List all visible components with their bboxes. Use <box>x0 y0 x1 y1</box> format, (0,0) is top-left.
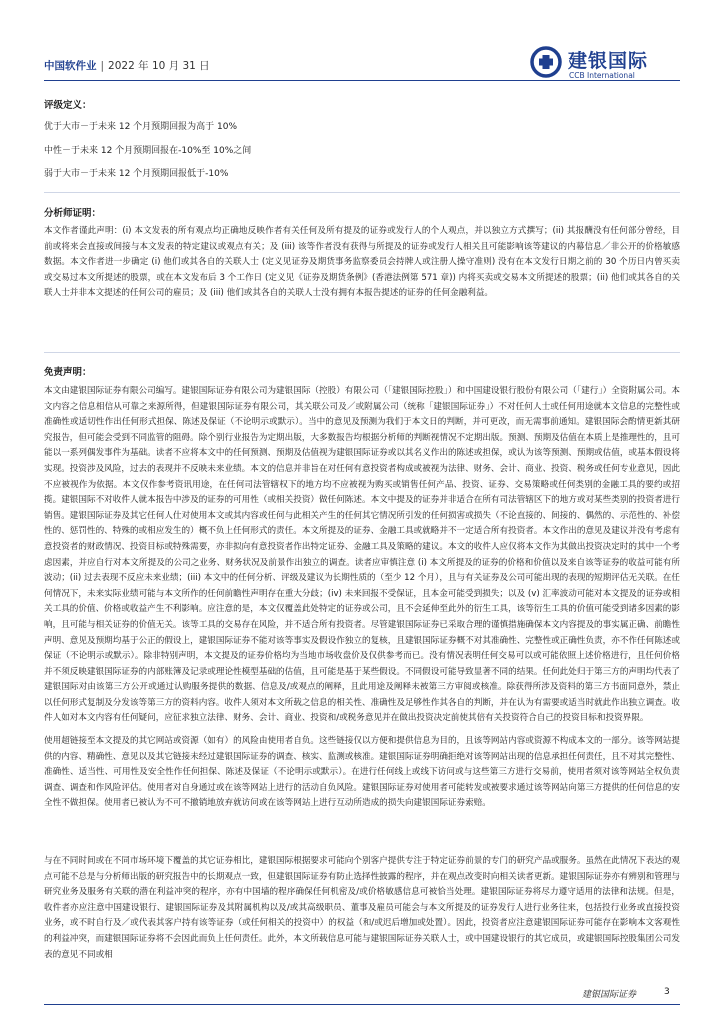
disclaimer-title: 免责声明： <box>44 367 92 378</box>
analyst-title: 分析师证明： <box>44 208 102 219</box>
logo-english-name: CCB International <box>569 71 635 80</box>
rating-outperform: 优于大市－于未来 12 个月预期回报为高于 10% <box>44 122 238 132</box>
rating-neutral: 中性－于未来 12 个月预期回报在-10%至 10%之间 <box>44 146 252 156</box>
analyst-certification-text: 本文作者谨此声明：(i) 本文发表的所有观点均正确地反映作者有关任何及所有提及的证券或发行人的个人观点，并以独立方式撰写；(ii) 其报酬没有任何部分曾经，目前或将来会直接或间接与本文发表的特定建议或观点有关；及 (iii) 该等作者没有获得与所提及的证券或发行人相关且可能影响该等建议的内幕信息／非公开的价格敏感数据。本文作者进一步确定 (i) 他们或其各自的关联人士 (定义见证券及期货事务监察委员会持牌人或注册人操守准则) 没有在本文发行日期之前的 30 个历日内曾买卖或交易过本文所提述的股票，或在本文发布后 3 个工作日 (定义见《证券及期货条例》(香港法例第 571 章)) 内将买卖或交易本文所提述的股票；(ii) 他们或其各自的关联人士并非本文提述的任何公司的雇员；及 (iii) 他们或其各自的关联人士没有拥有本报告提述的证券的任何金融利益。 <box>44 226 680 299</box>
company-logo <box>530 44 680 84</box>
header-sector: 中国软件业 <box>44 60 97 72</box>
header-separator: | <box>100 60 105 72</box>
header-date: 2022 年 10 月 31 日 <box>108 60 210 72</box>
logo-emblem-icon <box>530 46 562 78</box>
rating-underperform: 弱于大市－于未来 12 个月预期回报低于-10% <box>44 169 229 179</box>
section-divider <box>44 352 680 353</box>
page-number: 3 <box>664 987 670 997</box>
footer-divider <box>44 1004 680 1005</box>
disclaimer-paragraph: 使用超链接至本文提及的其它网站或资源（如有）的风险由使用者自负。这些链接仅以方便和提供信息为目的，且该等网站内容或资源不构成本文的一部分。该等网站提供的内容、精确性、意见以及其它链接未经过建银国际证券的调查、核实、监测或核准。建银国际证券明确拒绝对该等网站出现的信息承担任何责任，且不对其完整性、准确性、适当性、可用性及安全性作任何担保、陈述及保证（不论明示或默示）。在进行任何线上或线下访问或与这些第三方进行交易前，使用者须对该等网站全权负责调查、调查和作风险评估。使用者对自身通过或在该等网站上进行的活动自负风险。建银国际证券对使用者可能转发或被要求通过该等网站向第三方提供的任何信息的安全性不做担保。使用者已被认为不可不撤销地放弃就访问或在该等网站上进行互动所造成的损失向建银国际证券索赔。 <box>44 736 680 809</box>
logo-chinese-name: 建银国际 <box>568 50 649 72</box>
section-divider <box>44 192 680 193</box>
page-header <box>44 52 680 80</box>
header-info <box>44 58 210 73</box>
disclaimer-paragraph: 本文由建银国际证券有限公司编写。建银国际证券有限公司为建银国际（控股）有限公司（「建银国际控股」）和中国建设银行股份有限公司（「建行」）全资附属公司。本文内容之信息相信从可靠之来源所得，但建银国际证券有限公司，其关联公司及／或附属公司（统称「建银国际证券」）不对任何人士或任何用途就本文信息的完整性或准确性或适切性作出任何形式担保、陈述及保证（不论明示或默示）。当中的意见及预测为我们于本文日的判断，并可更改，而无需事前通知。建银国际会酌情更新其研究报告，但可能会受到不同监管的阻碍。除个别行业报告为定期出版，大多数报告均根据分析师的判断视情况不定期出版。预测、预期及估值在本质上是推理性的，且可能以一系列偶发事件为基础。读者不应将本文中的任何预测、预期及估值视为建银国际证券或以其名义作出的陈述或担保，或认为该等预测、预期或估值，或基本假设将实现。投资涉及风险，过去的表现并不反映未来业绩。本文的信息并非旨在对任何有意投资者构成或被视为法律、财务、会计、商业、投资、税务或任何专业意见，因此不应被视作为依据。本文仅作参考资讯用途，在任何司法管辖权下的地方均不应被视为购买或销售任何产品、投资、证券、交易策略或任何类别的金融工具的要约或招揽。建银国际不对收件人就本报告中涉及的证券的可用性（或相关投资）做任何陈述。本文中提及的证券并非适合在所有司法管辖区下的地方或对某些类别的投资者进行销售。建银国际证券及其它任何人仕对使用本文或其内容或任何与此相关产生的任何其它情况所引发的任何损害或损失（不论直接的、间接的、偶然的、示范性的、补偿性的、惩罚性的、特殊的或相应发生的）概不负上任何形式的责任。本文所提及的证券、金融工具或就略并不一定适合所有投资者。本文作出的意见及建议并没有考虑有意投资者的财政情况、投资目标或特殊需要，亦非拟向有意投资者作出特定证券、金融工具及策略的建议。本文的收件人应仅将本文作为其做出投资决定时的其中一个考虑因素，并应自行对本文所提及的公司之业务、财务状况及前景作出独立的调查。读者应审慎注意 (i) 本文所提及的证券的价格和价值以及来自该等证券的收益可能有所波动；(ii) 过去表现不反应未来业绩；(iii) 本文中的任何分析、评级及建议为长期性质的（至少 12 个月），且与有关证券及公司可能出现的表现的短期评估无关联。在任何情况下，未来实际业绩可能与本文所作的任何前瞻性声明存在重大分歧；(iv) 未来回报不受保证，且本金可能受到损失；以及 (v) 汇率波动可能对本文提及的证券或相关工具的价值、价格或收益产生不利影响。应注意的是，本文仅覆盖此处特定的证券或公司，且不会延伸至此外的衍生工具，该等衍生工具的价值可能受到诸多因素的影响，且可能与相关证券的价值无关。该等工具的交易存在风险，并不适合所有投资者。尽管建银国际证券已采取合理的谨慎措施确保本文内容提及的事实属正确、前瞻性声明、意见及预期均基于公正的假设上，建银国际证券不能对该等事实及假设作独立的复核，且建银国际证券概不对其准确性、完整性或正确性负责，亦不作任何陈述或保证（不论明示或默示）。除非特别声明，本文提及的证券价格均为当地市场收盘价及仅供参考而已。没有情况表明任何交易可以或可能依照上述价格进行，且任何价格并不须反映建银国际证券的内部账簿及记录或理论性模型基础的估值，且可能是基于某些假设。不同假设可能导致显著不同的结果。任何此处归于第三方的声明均代表了建银国际对由该第三方公开或通过认购服务提供的数据、信息及/或观点的阐释，且此用途及阐释未被第三方审阅或核准。除获得所涉及资料的第三方书面同意外，禁止以任何形式复制及分发该等第三方的资料内容。收件人须对本文所载之信息的相关性、准确性及足够性作其各自的判断，并在认为有需要或适当时就此作出独立调查。收件人如对本文内容有任何疑问，应征求独立法律、财务、会计、商业、投资和/或税务意见并在做出投资决定前使其倍有关投资符合自己的投资目标和投资界限。 <box>44 386 680 724</box>
ratings-title: 评级定义： <box>44 100 92 111</box>
footer-company: 建银国际证券 <box>582 990 637 1000</box>
disclaimer-paragraph: 与在不同时间或在不同市场环境下覆盖的其它证券相比，建银国际根据要求可能向个别客户提供专注于特定证券前景的专门的研究产品或服务。虽然在此情况下表达的观点可能不总是与分析师出版的研究报告中的长期观点一致，但建银国际证券有防止选择性披露的程序，并在观点改变时向相关读者更新。建银国际证券亦有辨别和管理与研究业务及服务有关联的潜在利益冲突的程序，亦有中国墙的程序确保任何机密及/或价格敏感信息可被恰当处理。建银国际证券将尽力遵守适用的法律和法规。但是，收件者亦应注意中国建设银行、建银国际证券及其附属机构以及/或其高级职员、董事及雇员可能会与本文所提及的证券发行人进行业务往来，包括投行业务或直接投资业务，或不时自行及／或代表其客户持有该等证券（或任何相关的投资中）的权益（和/或迟后增加或处置）。因此，投资者应注意建银国际证券可能存在影响本文客观性的利益冲突，而建银国际证券将不会因此而负上任何责任。此外，本文所载信息可能与建银国际证券关联人士，或中国建设银行的其它成员，或建银国际控股集团公司发表的意见不同或相 <box>44 856 680 960</box>
header-divider <box>44 80 680 81</box>
